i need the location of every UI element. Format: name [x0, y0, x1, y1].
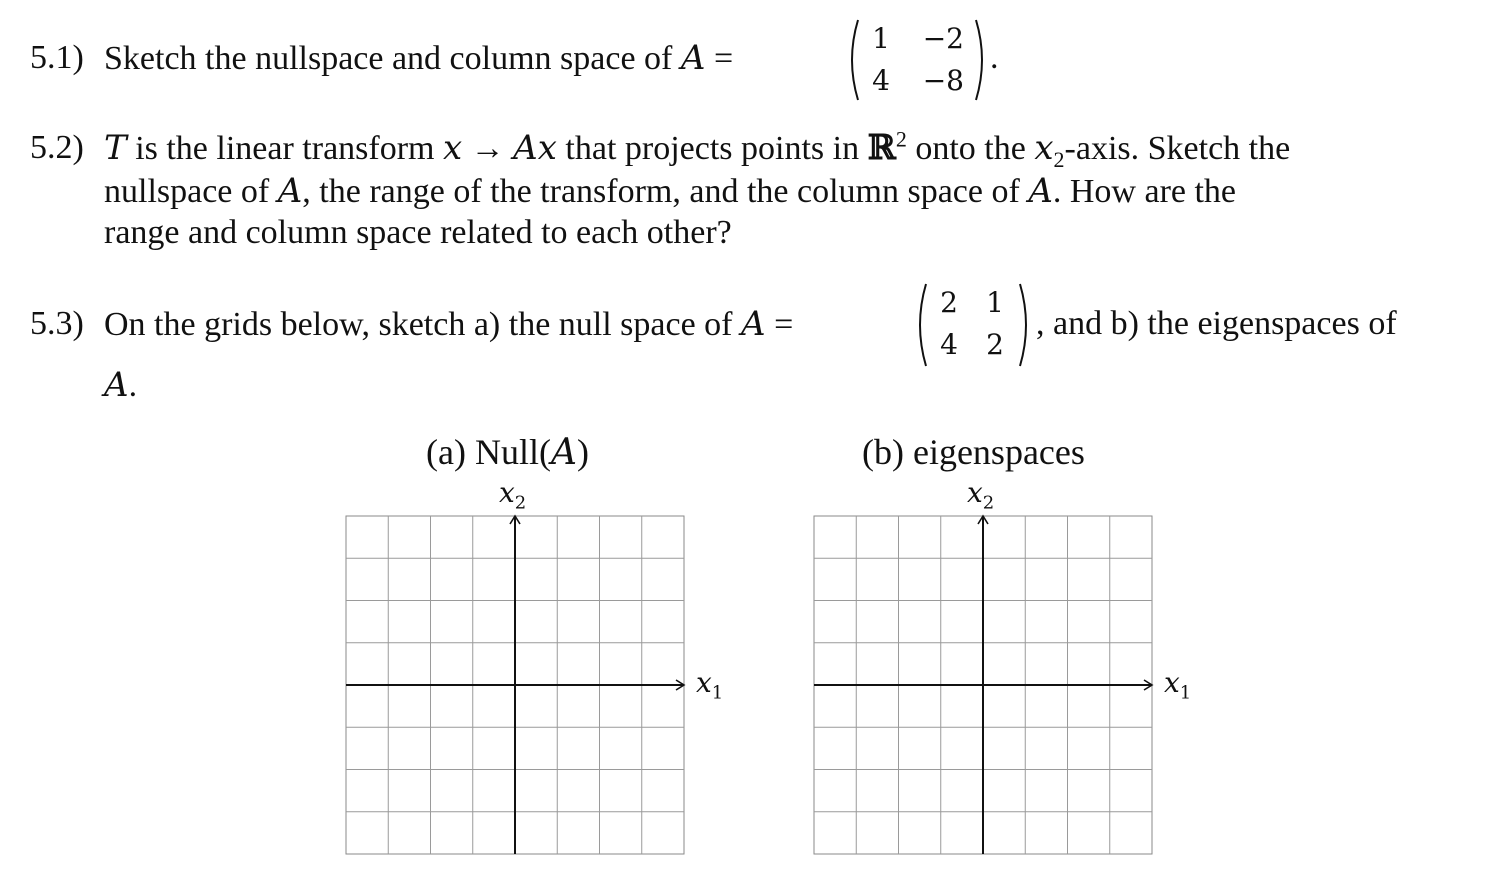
matrix-cell: 4: [872, 64, 890, 97]
grid-b-title-pre: (b) eigenspaces: [862, 432, 1085, 472]
problem-5-2-line2-A1: A: [277, 171, 303, 211]
grid-b-y-label: [967, 476, 995, 514]
problem-5-1-end: .: [990, 39, 999, 76]
problem-5-2-line-1: [104, 127, 1290, 170]
problem-5-2-line2-c: . How are the: [1052, 173, 1237, 210]
grid-a-title-post: ): [576, 432, 589, 472]
grid-a-title-var: A: [550, 432, 577, 473]
matrix-5-3: [914, 282, 1038, 368]
right-paren: [1018, 282, 1032, 368]
problem-5-2-R-sup: 2: [895, 126, 907, 152]
matrix-cell: −8: [922, 64, 964, 97]
grid-a-y-sub: 2: [514, 492, 527, 514]
problem-5-3-line2-end: .: [128, 367, 138, 404]
problem-5-2-R: ℝ: [867, 128, 896, 168]
grid-a-title-pre: (a) Null(: [426, 432, 551, 472]
problem-5-1-eq: =: [713, 40, 734, 77]
matrix-cell: −2: [922, 22, 964, 55]
grid-b[interactable]: [808, 510, 1160, 860]
problem-5-3-line-2: [104, 364, 137, 407]
problem-5-2-line-2: [104, 170, 1236, 213]
matrix-cell: 1: [872, 22, 890, 55]
arrow-icon: →: [470, 130, 505, 167]
grid-a-x-var: x: [696, 666, 712, 699]
problem-5-2-line2-b: , the range of the transform, and the column space of: [302, 173, 1020, 210]
problem-5-1-statement: Sketch the nullspace and column space of: [104, 40, 673, 77]
problem-5-3-line-1: [104, 303, 793, 346]
problem-5-2-line-3: range and column space related to each other?: [104, 214, 732, 251]
problem-5-2-t4: -axis. Sketch the: [1064, 130, 1291, 167]
problem-5-2-x2: x: [1034, 128, 1054, 168]
matrix-cell: 2: [986, 328, 1004, 361]
problem-5-1-var: A: [680, 38, 706, 78]
grid-b-x-var: x: [1164, 666, 1180, 699]
matrix-5-1: [846, 18, 999, 102]
problem-5-3-eq: =: [774, 306, 794, 343]
problem-5-2-line2-a: nullspace of: [104, 173, 270, 210]
problem-5-3-t1: On the grids below, sketch a) the null space of: [104, 306, 733, 343]
problem-5-3-t2: , and b) the eigenspaces of: [1036, 305, 1397, 342]
grid-a-x-label: [696, 666, 724, 704]
grid-a-y-var: x: [499, 476, 515, 509]
grid-a-title: [426, 432, 589, 473]
grid-b-x-sub: 1: [1179, 682, 1192, 704]
problem-5-3-number: 5.3): [30, 305, 84, 342]
grid-b-x-label: [1164, 666, 1192, 704]
grid-b-y-sub: 2: [982, 492, 995, 514]
grid-a-x-sub: 1: [711, 682, 724, 704]
problem-5-1-number: 5.1): [30, 39, 84, 76]
grid-b-title: [862, 432, 1085, 472]
grid-a-y-label: [499, 476, 527, 514]
problem-5-2-line2-A2: A: [1028, 171, 1053, 211]
problem-5-3-var: A: [741, 304, 766, 344]
grid-a[interactable]: [340, 510, 692, 860]
problem-5-1-text: [104, 37, 733, 80]
matrix-cell: 1: [986, 286, 1004, 319]
matrix-cell: 4: [940, 328, 958, 361]
problem-5-2-t3: onto the: [915, 130, 1026, 167]
problem-5-2-T: T: [104, 128, 127, 168]
problem-5-2-x2-sub: 2: [1053, 146, 1065, 172]
problem-5-2-x: x: [442, 128, 463, 168]
matrix-cell: 2: [940, 286, 958, 319]
problem-5-2-t1: is the linear transform: [135, 130, 435, 167]
problem-5-3-line2-A: A: [104, 365, 129, 405]
problem-5-2-number: 5.2): [30, 129, 84, 166]
right-paren: [974, 18, 988, 102]
problem-5-2-t2: that projects points in: [565, 130, 860, 167]
grid-b-y-var: x: [967, 476, 983, 509]
problem-5-2-Ax: Ax: [513, 128, 557, 168]
